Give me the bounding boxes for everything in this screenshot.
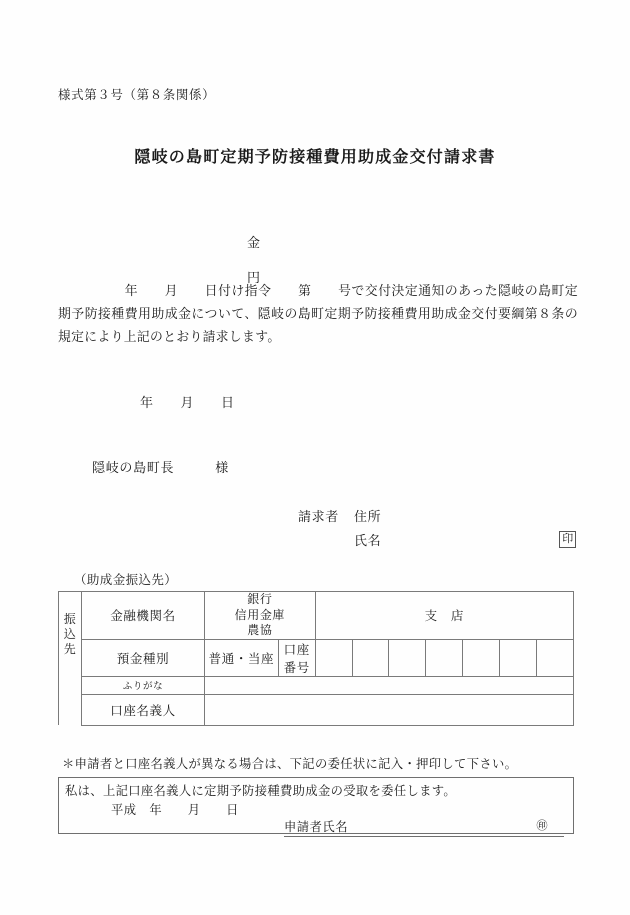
requester-label: 請求者 <box>298 508 339 524</box>
requester-address-label: 住所 <box>354 508 382 524</box>
institution-kind-1: 銀行 <box>247 592 273 606</box>
field-account-holder[interactable] <box>205 694 574 725</box>
bank-section-caption: （助成金振込先） <box>74 573 178 587</box>
form-number: 様式第３号（第８条関係） <box>58 88 216 102</box>
field-deposit-type[interactable]: 普通・当座 <box>205 639 279 676</box>
field-institution-name[interactable] <box>205 592 316 640</box>
institution-kind-2: 信用金庫 <box>234 607 286 622</box>
delegation-box <box>58 777 574 834</box>
table-row-deposit-type <box>59 639 574 676</box>
vertical-label-char-1: 振 <box>63 611 77 626</box>
requester-name-row <box>298 527 576 551</box>
amount-prefix: 金 <box>247 235 261 250</box>
label-account-number: 口座番号 <box>278 639 315 676</box>
requester-address-row <box>298 503 576 527</box>
table-row-furigana <box>59 676 574 694</box>
vertical-label-spacer <box>59 676 82 725</box>
requester-block <box>298 503 576 551</box>
delegation-signature-line[interactable] <box>284 817 564 837</box>
requester-name-label: 氏名 <box>354 532 382 548</box>
vertical-label-transfer-destination <box>59 592 82 677</box>
vertical-label-char-2: 込 <box>63 626 77 641</box>
amount-suffix: 円 <box>247 270 261 285</box>
body-paragraph: 年 月 日付け指令 第 号で交付決定通知のあった隠岐の島町定期予防接種費用助成金について、隠岐の島町定期予防接種費用助成金交付要綱第８条の規定により上記のとおり請求します。 <box>58 284 578 344</box>
account-number-digit-1[interactable] <box>315 639 352 676</box>
label-furigana: ふりがな <box>82 676 205 694</box>
institution-kind-3: 農協 <box>247 623 273 637</box>
account-number-digit-3[interactable] <box>389 639 426 676</box>
vertical-label-char-3: 先 <box>63 641 77 656</box>
account-number-digit-7[interactable] <box>537 639 574 676</box>
request-date-line: 年 月 日 <box>140 395 235 410</box>
delegation-statement: 私は、上記口座名義人に定期予防接種費助成金の受取を委任します。 <box>65 784 457 798</box>
account-number-digit-4[interactable] <box>426 639 463 676</box>
label-deposit-type: 預金種別 <box>82 639 205 676</box>
bank-transfer-table <box>58 591 574 726</box>
field-furigana[interactable] <box>205 676 574 694</box>
table-row-account-holder <box>59 694 574 725</box>
delegation-date-line[interactable]: 平成 年 月 日 <box>111 803 239 817</box>
delegation-note: ＊申請者と口座名義人が異なる場合は、下記の委任状に記入・押印して下さい。 <box>62 757 518 771</box>
label-institution-name: 金融機関名 <box>82 592 205 640</box>
table-row-institution <box>59 592 574 640</box>
seal-stamp-box[interactable]: 印 <box>559 531 576 548</box>
delegation-seal-icon: ㊞ <box>536 820 548 832</box>
addressee-line: 隠岐の島町長 様 <box>92 460 230 475</box>
delegation-signature-label: 申請者氏名 <box>284 820 348 834</box>
account-number-digit-6[interactable] <box>500 639 537 676</box>
account-number-digit-5[interactable] <box>463 639 500 676</box>
field-branch-name[interactable]: 支 店 <box>315 592 573 640</box>
account-number-digit-2[interactable] <box>352 639 389 676</box>
page-title: 隠岐の島町定期予防接種費用助成金交付請求書 <box>134 149 496 166</box>
label-account-holder: 口座名義人 <box>82 694 205 725</box>
